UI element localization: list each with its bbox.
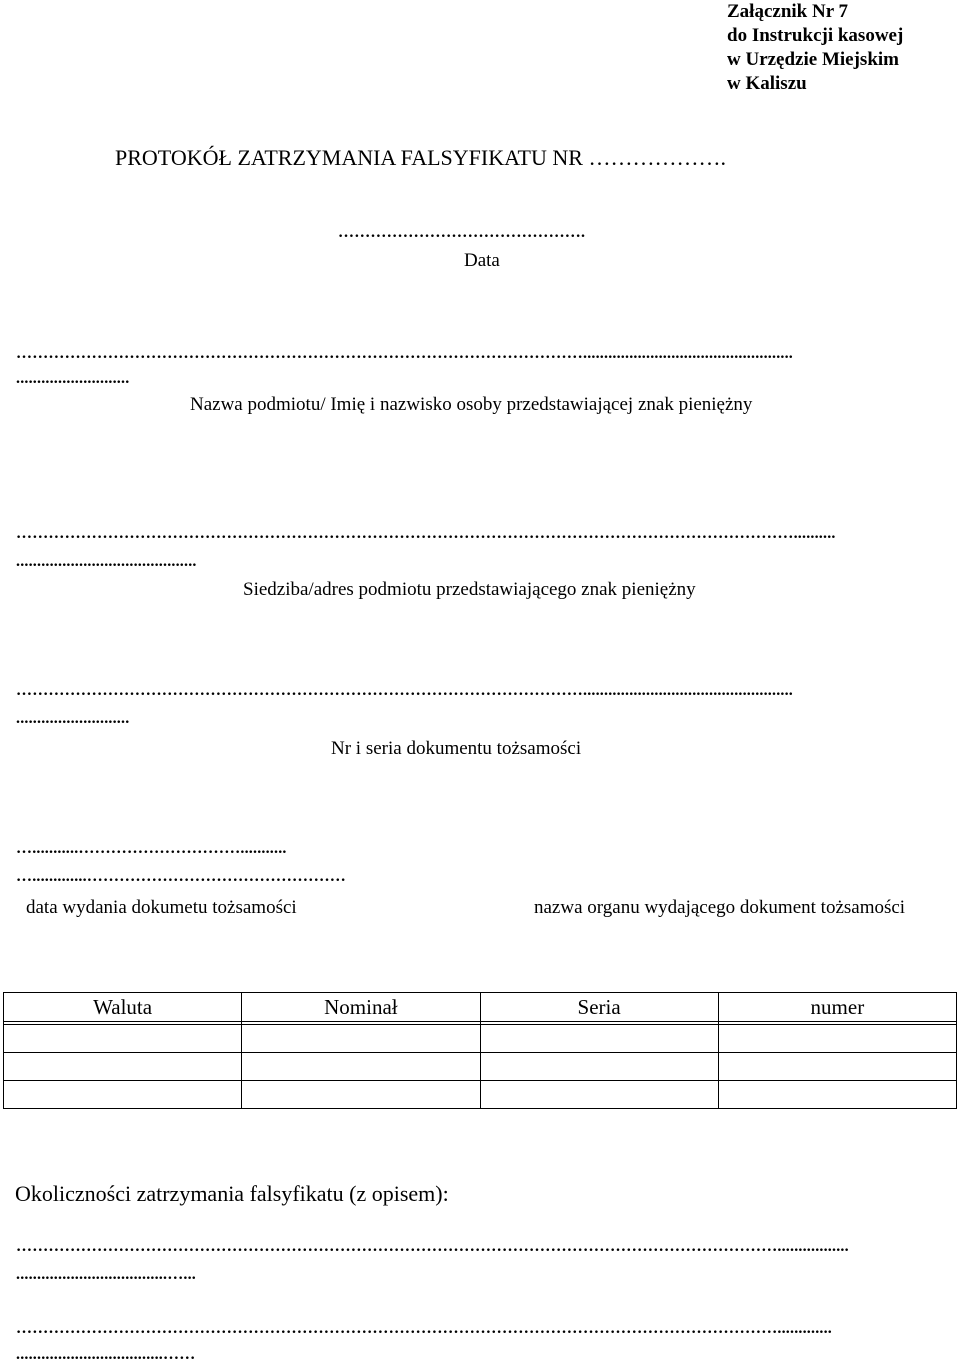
column-header-currency: Waluta bbox=[4, 993, 242, 1022]
table-cell bbox=[480, 1053, 718, 1081]
document-title: PROTOKÓŁ ZATRZYMANIA FALSYFIKATU NR ………………. bbox=[115, 145, 726, 170]
counterfeit-table bbox=[3, 992, 957, 1109]
entity-address-label: Siedziba/adres podmiotu przedstawiającego znak pieniężny bbox=[243, 579, 696, 600]
annex-header bbox=[727, 0, 903, 96]
table-cell bbox=[480, 1081, 718, 1109]
id-document-field-line-1: …………………………………………………………………………………………….................................................. bbox=[16, 682, 793, 699]
id-document-field-line-2: ........................... bbox=[16, 710, 130, 727]
entity-name-label: Nazwa podmiotu/ Imię i nazwisko osoby przedstawiającej znak pieniężny bbox=[190, 394, 753, 415]
date-label: Data bbox=[464, 250, 500, 271]
table-cell bbox=[718, 1053, 956, 1081]
issue-field-line-1: …...........…………………………........... bbox=[16, 840, 287, 857]
entity-name-field-line-1: …………………………………………………………………………………………….................................................. bbox=[16, 345, 793, 362]
circumstances-line-4: ...................................…… bbox=[16, 1346, 196, 1363]
date-field: ………………………………………. bbox=[338, 224, 586, 241]
column-header-series: Seria bbox=[480, 993, 718, 1022]
table-cell bbox=[242, 1025, 480, 1053]
table-cell bbox=[4, 1081, 242, 1109]
circumstances-line-3: ……………………………………………………………………………………………………………………………............. bbox=[16, 1320, 832, 1337]
column-header-number: numer bbox=[718, 993, 956, 1022]
table-header-row bbox=[4, 993, 957, 1022]
circumstances-line-1: ……………………………………………………………………………………………………………………………................. bbox=[16, 1238, 849, 1255]
id-document-label: Nr i seria dokumentu tożsamości bbox=[331, 738, 582, 759]
circumstances-line-2: ....................................…... bbox=[16, 1266, 196, 1283]
table-cell bbox=[4, 1053, 242, 1081]
table-cell bbox=[480, 1025, 718, 1053]
column-header-denomination: Nominał bbox=[242, 993, 480, 1022]
annex-line-3: w Urzędzie Miejskim bbox=[727, 49, 899, 70]
entity-address-field-line-1: ……………………………………………………………………………………………………………………………….......... bbox=[16, 525, 836, 542]
annex-line-1: Załącznik Nr 7 bbox=[727, 1, 849, 22]
table-cell bbox=[4, 1025, 242, 1053]
table-row bbox=[4, 1025, 957, 1053]
entity-address-field-line-2: ........................................... bbox=[16, 553, 197, 570]
issue-date-label: data wydania dokumetu tożsamości bbox=[26, 897, 297, 918]
circumstances-label: Okoliczności zatrzymania falsyfikatu (z opisem): bbox=[15, 1181, 449, 1206]
annex-line-2: do Instrukcji kasowej bbox=[727, 25, 904, 46]
table-cell bbox=[718, 1025, 956, 1053]
table-cell bbox=[242, 1053, 480, 1081]
entity-name-field-line-2: ........................... bbox=[16, 370, 130, 387]
table-row bbox=[4, 1081, 957, 1109]
issue-field-line-2: ….............………………………………………… bbox=[16, 868, 346, 885]
annex-line-4: w Kaliszu bbox=[727, 73, 807, 94]
issuing-organ-label: nazwa organu wydającego dokument tożsamości bbox=[534, 897, 906, 918]
table-cell bbox=[718, 1081, 956, 1109]
table-cell bbox=[242, 1081, 480, 1109]
table-row bbox=[4, 1053, 957, 1081]
